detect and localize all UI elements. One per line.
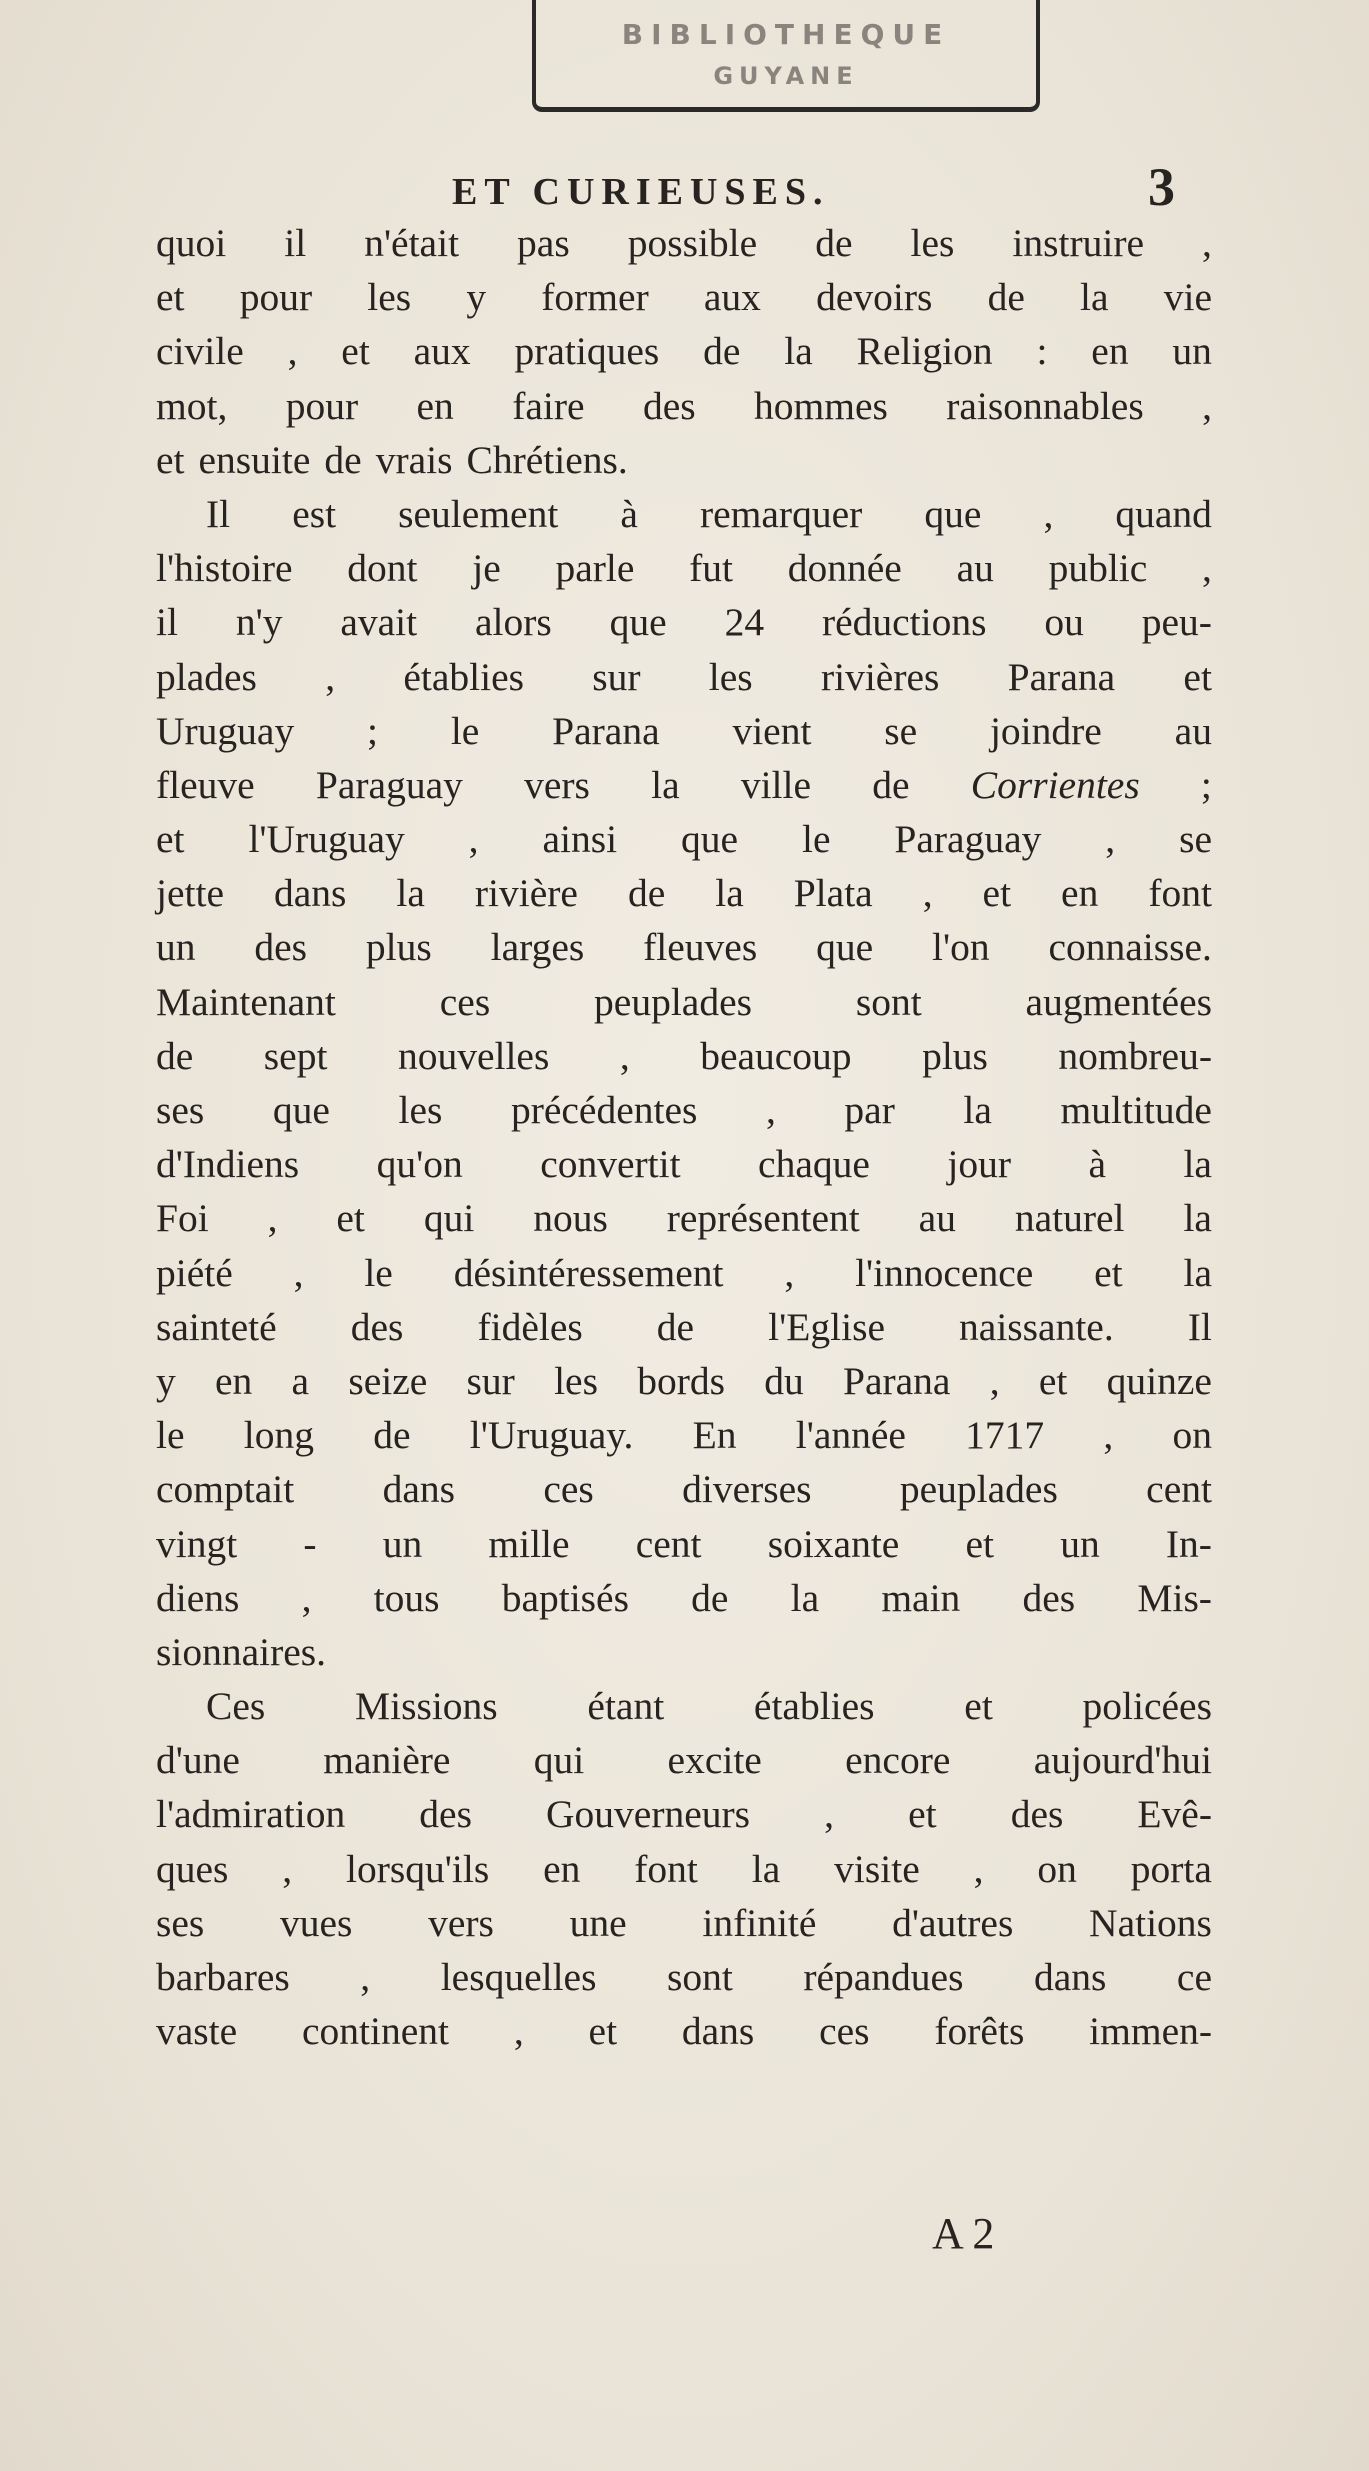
text-line: d'une manière qui excite encore aujourd'hui	[156, 1738, 1212, 1783]
text-line: Ces Missions étant établies et policées	[206, 1684, 1212, 1729]
text-line: quoi il n'était pas possible de les instruire ,	[156, 221, 1212, 265]
text-line: il n'y avait alors que 24 réductions ou peu-	[156, 600, 1212, 645]
running-title: ET CURIEUSES.	[452, 171, 830, 213]
text-line: sionnaires.	[156, 1629, 327, 1674]
text-line: de sept nouvelles , beaucoup plus nombreu-	[156, 1033, 1212, 1078]
body-text	[156, 216, 1212, 2058]
text-line: diens , tous baptisés de la main des Mis-	[156, 1575, 1212, 1620]
text-line: Uruguay ; le Parana vient se joindre au	[156, 708, 1212, 753]
text-line: comptait dans ces diverses peuplades cent	[156, 1467, 1212, 1512]
stamp-line-2: GUYANE	[713, 62, 859, 90]
text-line: piété , le désintéressement , l'innocence et la	[156, 1250, 1212, 1295]
text-line: ses que les précédentes , par la multitude	[156, 1088, 1212, 1132]
text-line: plades , établies sur les rivières Parana et	[156, 654, 1212, 699]
stamp-line-1: BIBLIOTHEQUE	[621, 18, 951, 51]
text-line: ques , lorsqu'ils en font la visite , on porta	[156, 1846, 1212, 1891]
text-line: un des plus larges fleuves que l'on connaisse.	[156, 925, 1212, 970]
library-stamp	[532, 0, 1040, 112]
text-line: l'histoire dont je parle fut donnée au public ,	[156, 546, 1212, 591]
text-line: le long de l'Uruguay. En l'année 1717 , on	[156, 1413, 1212, 1458]
text-line: et ensuite de vrais Chrétiens.	[156, 437, 628, 482]
text-line: sainteté des fidèles de l'Eglise naissante. Il	[156, 1304, 1212, 1349]
text-line: jette dans la rivière de la Plata , et en font	[156, 871, 1212, 916]
text-line: vaste continent , et dans ces forêts immen-	[156, 2009, 1212, 2054]
signature-mark: A 2	[932, 2209, 995, 2258]
text-line: et pour les y former aux devoirs de la vie	[156, 275, 1212, 320]
text-line: mot, pour en faire des hommes raisonnables ,	[156, 383, 1212, 428]
text-line: barbares , lesquelles sont répandues dans ce	[156, 1955, 1212, 1999]
text-line: fleuve Paraguay vers la ville de Corrientes ;	[156, 762, 1212, 807]
page-number: 3	[1148, 157, 1175, 217]
text-line: Il est seulement à remarquer que , quand	[206, 491, 1212, 536]
text-line: l'admiration des Gouverneurs , et des Evê-	[156, 1792, 1212, 1837]
text-line: d'Indiens qu'on convertit chaque jour à la	[156, 1142, 1212, 1187]
text-line: Maintenant ces peuplades sont augmentées	[156, 979, 1212, 1024]
text-line: y en a seize sur les bords du Parana , et quinze	[156, 1358, 1212, 1403]
text-line: vingt - un mille cent soixante et un In-	[156, 1521, 1212, 1566]
text-line: civile , et aux pratiques de la Religion : en un	[156, 329, 1212, 374]
text-line: et l'Uruguay , ainsi que le Paraguay , se	[156, 817, 1212, 862]
text-line: Foi , et qui nous représentent au naturel la	[156, 1196, 1212, 1241]
text-line: ses vues vers une infinité d'autres Nations	[156, 1900, 1212, 1945]
